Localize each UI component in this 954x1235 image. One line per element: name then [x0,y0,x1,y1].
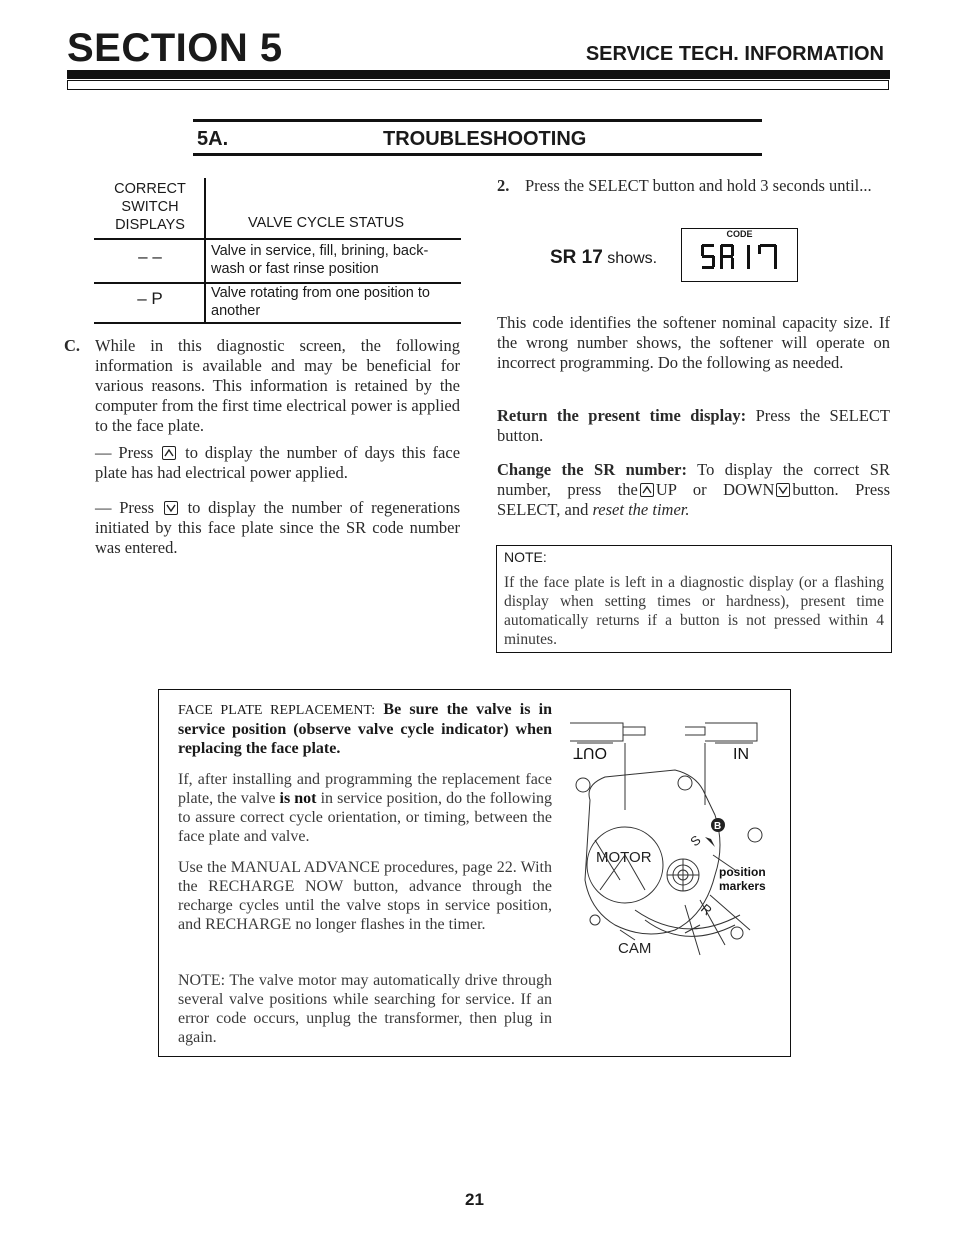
capacity-paragraph: This code identifies the softener nominal capacity size. If the wrong number shows, the softener will operate on incorrect programming. Do the following as needed. [497,313,890,372]
subsection-number: 5A. [197,128,229,150]
regen-prefix: — Press [95,498,155,517]
section-title: SERVICE TECH. INFORMATION [585,43,884,65]
in-label: IN [733,746,749,763]
s-marker: S [687,832,704,850]
sr-caption [550,247,657,269]
motor-label: MOTOR [596,849,652,866]
up-arrow-icon [162,446,176,460]
markers-label: markers [719,879,766,893]
face-plate-paragraph [178,770,552,846]
change-post: button. Press SELECT, and [497,480,890,519]
section-c-label: C. [64,336,81,355]
table-divider-header [94,238,461,240]
code-label: CODE [726,229,753,239]
step-text: Press the SELECT button and hold 3 seconds until... [525,176,872,195]
table-row-display: – P [137,289,163,308]
face-plate-caps: FACE PLATE REPLACEMENT: [178,703,376,718]
b-marker: B [714,821,722,832]
days-suffix: to display the number of days this face plate has had electrical power applied. [95,443,461,482]
note-box [496,545,892,653]
valve-diagram [565,715,775,960]
regen-suffix: to display the number of regenerations initiated by this face plate since the SR code number was entered. [95,498,460,557]
motor-note-paragraph: NOTE: The valve motor may automatically drive through several valve positions while searching for service. If an error code occurs, unplug the transformer, then plug in again. [178,972,552,1046]
code-display [681,228,798,282]
return-text: Press the SELECT button. [497,406,890,445]
section-c-paragraph: While in this diagnostic screen, the following information is available and may be beneficial for various reasons. This information is retained by the computer from the first time electrical power is applied to the face plate. [95,336,460,435]
down-arrow-icon [164,501,178,515]
table-divider-bottom [94,322,461,324]
p1-bold: is not [279,790,317,807]
change-paragraph [497,460,890,520]
table-header-displays: CORRECT SWITCH DISPLAYS [114,181,186,233]
change-heading: Change the SR number: [497,460,687,479]
table-row-status: Valve in service, fill, brining, back-wash or fast rinse position [211,243,429,277]
page-number: 21 [465,1190,484,1209]
r-marker: R [698,900,715,919]
face-plate-lead [178,700,552,758]
note-text: If the face plate is left in a diagnostic display (or a flashing display when setting times or hardness), present time automatically returns if a button is not pressed within 4 minutes. [504,574,884,648]
header-rule-thick [67,70,890,79]
p1-pre: If, after installing and programming the replacement face plate, the valve [178,771,552,807]
sr-shows: shows. [607,250,658,267]
table-header-status: VALVE CYCLE STATUS [248,215,405,231]
change-italic: reset the timer. [592,500,690,519]
seven-segment-icon [700,242,782,274]
subsection-bottom-rule [193,153,762,156]
sr-code: SR 17 [550,247,603,268]
step-number: 2. [497,176,510,195]
days-prefix: — Press [95,443,154,462]
regen-paragraph [95,498,460,558]
subsection-top-rule [193,119,762,122]
days-paragraph [95,443,460,483]
up-arrow-icon [640,483,654,497]
manual-advance-paragraph: Use the MANUAL ADVANCE procedures, page 22. With the RECHARGE NOW button, advance through the recharge cycles until the valve stops in service position, and RECHARGE no longer flashes in the timer. [178,859,552,933]
change-mid: UP or DOWN [655,480,775,499]
change-pre: To display the correct SR number, press the [497,460,890,499]
table-row-status: Valve rotating from one position to another [211,285,430,319]
cam-label: CAM [618,940,652,957]
note-title: NOTE: [504,549,547,565]
return-heading: Return the present time display: [497,406,747,425]
out-label: OUT [573,744,607,761]
p1-post: in service position, do the following to assure correct cycle orientation, or timing, between the face plate and valve. [178,790,553,845]
face-plate-box [158,689,791,1057]
table-row-display: – – [138,247,162,266]
subsection-title: TROUBLESHOOTING [383,128,587,150]
table-divider-vertical [204,178,206,323]
return-paragraph [497,406,890,446]
section-heading: SECTION 5 [67,26,283,70]
face-plate-bold: Be sure the valve is in service position (observe valve cycle indicator) when replacing the face plate. [178,701,553,757]
position-label: position [719,865,766,879]
header-rule-box [67,80,889,90]
down-arrow-icon [776,483,790,497]
